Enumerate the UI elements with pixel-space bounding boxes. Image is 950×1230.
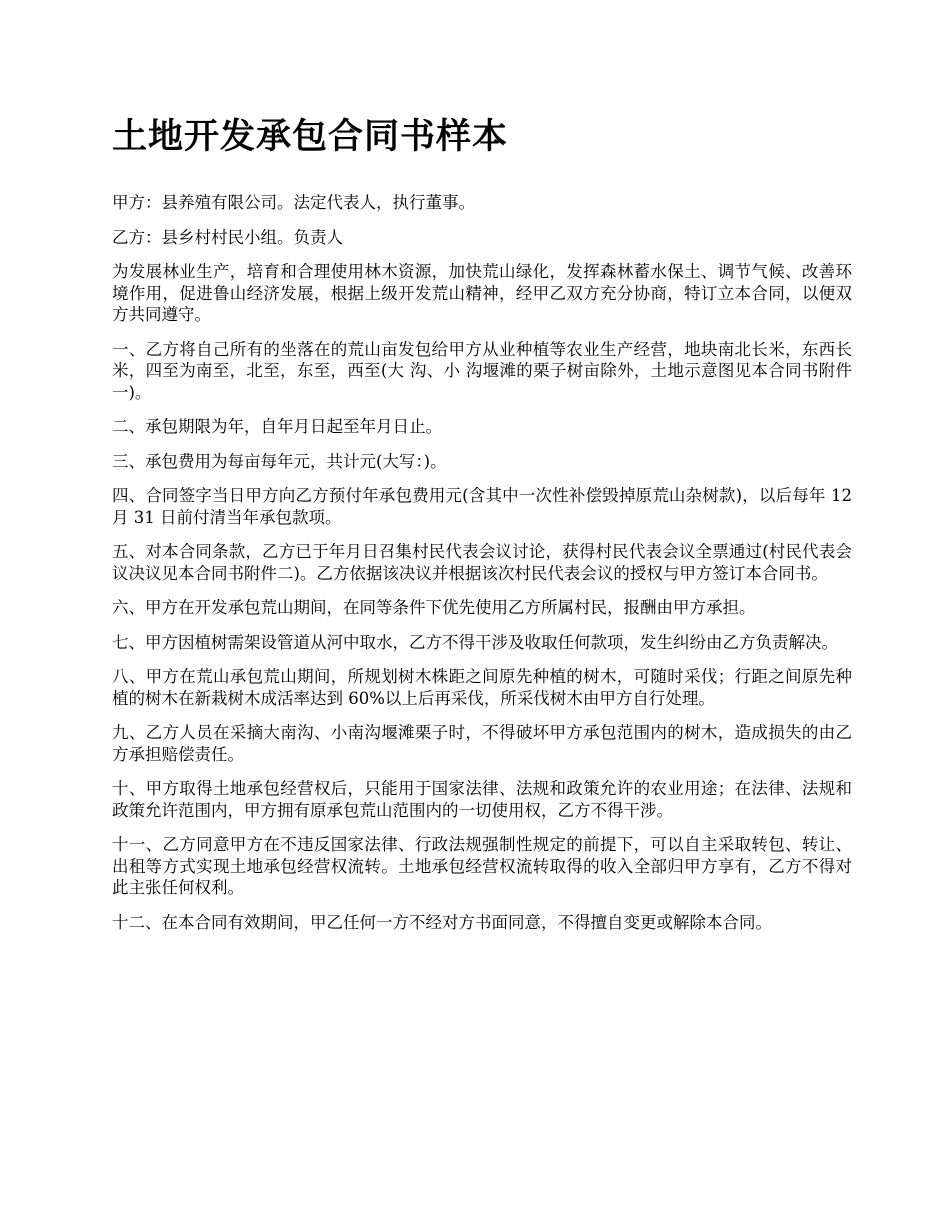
clause-10-paragraph: 十、甲方取得土地承包经营权后，只能用于国家法律、法规和政策允许的农业用途；在法律、法规和政策允许范围内，甲方拥有原承包荒山范围内的一切使用权，乙方不得干涉。 [112, 779, 852, 820]
party-b-paragraph: 乙方：县乡村村民小组。负责人 [112, 227, 343, 247]
clause-8-paragraph: 八、甲方在荒山承包荒山期间，所规划树木株距之间原先种植的树木，可随时采伐；行距之间原先种植的树木在新栽树木成活率达到 60%以上后再采伐，所采伐树木由甲方自行处理。 [112, 667, 852, 708]
clause-12-paragraph: 十二、在本合同有效期间，甲乙任何一方不经对方书面同意，不得擅自变更或解除本合同。 [112, 912, 772, 932]
clause-6-paragraph: 六、甲方在开发承包荒山期间，在同等条件下优先使用乙方所属村民，报酬由甲方承担。 [112, 598, 756, 617]
clause-9-paragraph: 九、乙方人员在采摘大南沟、小南沟堰滩栗子时，不得破坏甲方承包范围内的树木，造成损失的由乙方承担赔偿责任。 [112, 723, 852, 764]
clause-2-paragraph: 二、承包期限为年，自年月日起至年月日止。 [112, 417, 442, 436]
clause-4-paragraph: 四、合同签字当日甲方向乙方预付年承包费用元(含其中一次性补偿毁掉原荒山杂树款)，以后每年 12 月 31 日前付清当年承包款项。 [112, 486, 852, 527]
document-title: 土地开发承包合同书样本 [112, 116, 509, 157]
clause-3-paragraph: 三、承包费用为每亩每年元，共计元(大写：)。 [112, 451, 447, 471]
clause-7-paragraph: 七、甲方因植树需架设管道从河中取水，乙方不得干涉及收取任何款项，发生纠纷由乙方负责解决。 [112, 632, 838, 652]
party-a-paragraph: 甲方：县养殖有限公司。法定代表人，执行董事。 [112, 193, 475, 212]
preamble-paragraph: 为发展林业生产，培育和合理使用林木资源，加快荒山绿化，发挥森林蓄水保土、调节气候、改善环境作用，促进鲁山经济发展，根据上级开发荒山精神，经甲乙双方充分协商，特订立本合同，以便双方共同遵守。 [112, 262, 852, 324]
document-body [112, 108, 852, 946]
clause-1-paragraph: 一、乙方将自己所有的坐落在的荒山亩发包给甲方从业种植等农业生产经营，地块南北长米，东西长米，四至为南至，北至，东至，西至(大 沟、小 沟堰滩的栗子树亩除外，土地示意图见本合同书附件一)。 [112, 339, 852, 402]
clause-5-paragraph: 五、对本合同条款，乙方已于年月日召集村民代表会议讨论，获得村民代表会议全票通过(村民代表会议决议见本合同书附件二)。乙方依据该决议并根据该次村民代表会议的授权与甲方签订本合同书。 [112, 542, 852, 583]
clause-11-paragraph: 十一、乙方同意甲方在不违反国家法律、行政法规强制性规定的前提下，可以自主采取转包、转让、出租等方式实现土地承包经营权流转。土地承包经营权流转取得的收入全部归甲方享有，乙方不得对此主张任何权利。 [112, 835, 852, 897]
